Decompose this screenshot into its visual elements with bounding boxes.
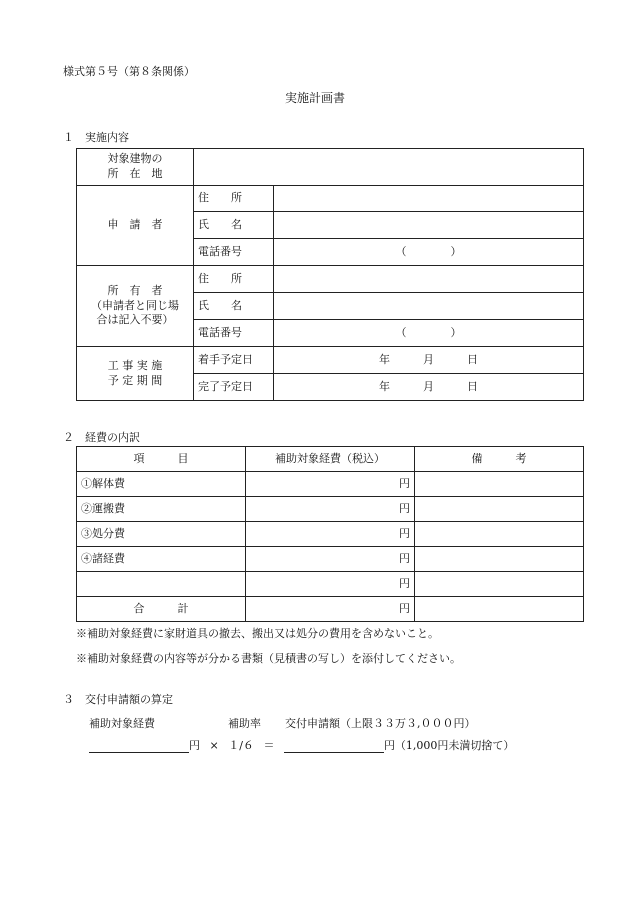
building-location-field[interactable] xyxy=(194,149,584,186)
start-date-label: 着手予定日 xyxy=(194,347,274,374)
label-subsidy-cost: 補助対象経費 xyxy=(89,717,155,730)
column-header-remarks: 備 考 xyxy=(415,447,584,472)
row-misc-remarks[interactable] xyxy=(415,547,584,572)
label-application-amount: 交付申請額（上限３３万３,０００円） xyxy=(285,717,476,730)
row-disposal-amount[interactable]: 円 xyxy=(246,522,415,547)
end-date-field[interactable]: 年 月 日 xyxy=(274,374,584,401)
row-demolition-remarks[interactable] xyxy=(415,472,584,497)
row-transport-label: ②運搬費 xyxy=(77,497,246,522)
cost-amount-blank[interactable] xyxy=(89,739,189,753)
column-header-cost: 補助対象経費（税込） xyxy=(246,447,415,472)
owner-address-label: 住 所 xyxy=(194,266,274,293)
row-disposal-remarks[interactable] xyxy=(415,522,584,547)
application-amount-blank[interactable] xyxy=(284,739,384,753)
total-label: 合 計 xyxy=(77,597,246,622)
construction-period-label: 工 事 実 施 予 定 期 間 xyxy=(77,347,194,401)
times-sign: × xyxy=(209,739,219,752)
owner-name-label: 氏 名 xyxy=(194,293,274,320)
applicant-name-label: 氏 名 xyxy=(194,212,274,239)
implementation-table xyxy=(76,148,584,401)
subsidy-rate-value: １/６ xyxy=(228,739,254,752)
end-date-label: 完了予定日 xyxy=(194,374,274,401)
row-blank-label[interactable] xyxy=(77,572,246,597)
row-demolition-label: ①解体費 xyxy=(77,472,246,497)
row-transport-amount[interactable]: 円 xyxy=(246,497,415,522)
rounding-note: 円（1,000円未満切捨て） xyxy=(383,739,515,752)
row-misc-label: ④諸経費 xyxy=(77,547,246,572)
column-header-item: 項 目 xyxy=(77,447,246,472)
yen-unit: 円 xyxy=(189,739,200,752)
building-location-label: 対象建物の 所 在 地 xyxy=(77,149,194,186)
total-remarks[interactable] xyxy=(415,597,584,622)
owner-phone-field[interactable]: （ ） xyxy=(274,320,584,347)
row-demolition-amount[interactable]: 円 xyxy=(246,472,415,497)
applicant-label: 申 請 者 xyxy=(77,186,194,266)
owner-phone-label: 電話番号 xyxy=(194,320,274,347)
applicant-name-field[interactable] xyxy=(274,212,584,239)
note-attachment: ※補助対象経費の内容等が分かる書類（見積書の写し）を添付してください。 xyxy=(76,652,461,665)
total-amount[interactable]: 円 xyxy=(246,597,415,622)
owner-address-field[interactable] xyxy=(274,266,584,293)
note-exclusion: ※補助対象経費に家財道具の撤去、搬出又は処分の費用を含めないこと。 xyxy=(76,627,439,640)
start-date-field[interactable]: 年 月 日 xyxy=(274,347,584,374)
applicant-phone-label: 電話番号 xyxy=(194,239,274,266)
section2-heading: ２ 経費の内訳 xyxy=(63,431,140,444)
page-title: 実施計画書 xyxy=(284,91,345,105)
owner-label: 所 有 者 （申請者と同じ場 合は記入不要） xyxy=(77,266,194,347)
applicant-phone-field[interactable]: （ ） xyxy=(274,239,584,266)
applicant-address-label: 住 所 xyxy=(194,186,274,212)
owner-name-field[interactable] xyxy=(274,293,584,320)
calculation-line xyxy=(89,737,514,753)
row-transport-remarks[interactable] xyxy=(415,497,584,522)
applicant-address-field[interactable] xyxy=(274,186,584,212)
section1-heading: １ 実施内容 xyxy=(63,131,129,144)
row-misc-amount[interactable]: 円 xyxy=(246,547,415,572)
label-subsidy-rate: 補助率 xyxy=(228,717,261,730)
row-disposal-label: ③処分費 xyxy=(77,522,246,547)
section3-heading: ３ 交付申請額の算定 xyxy=(63,693,173,706)
equals-sign: ＝ xyxy=(263,739,275,752)
form-number: 様式第５号（第８条関係） xyxy=(63,65,195,78)
row-blank-remarks[interactable] xyxy=(415,572,584,597)
row-blank-amount[interactable]: 円 xyxy=(246,572,415,597)
cost-breakdown-table xyxy=(76,446,584,622)
